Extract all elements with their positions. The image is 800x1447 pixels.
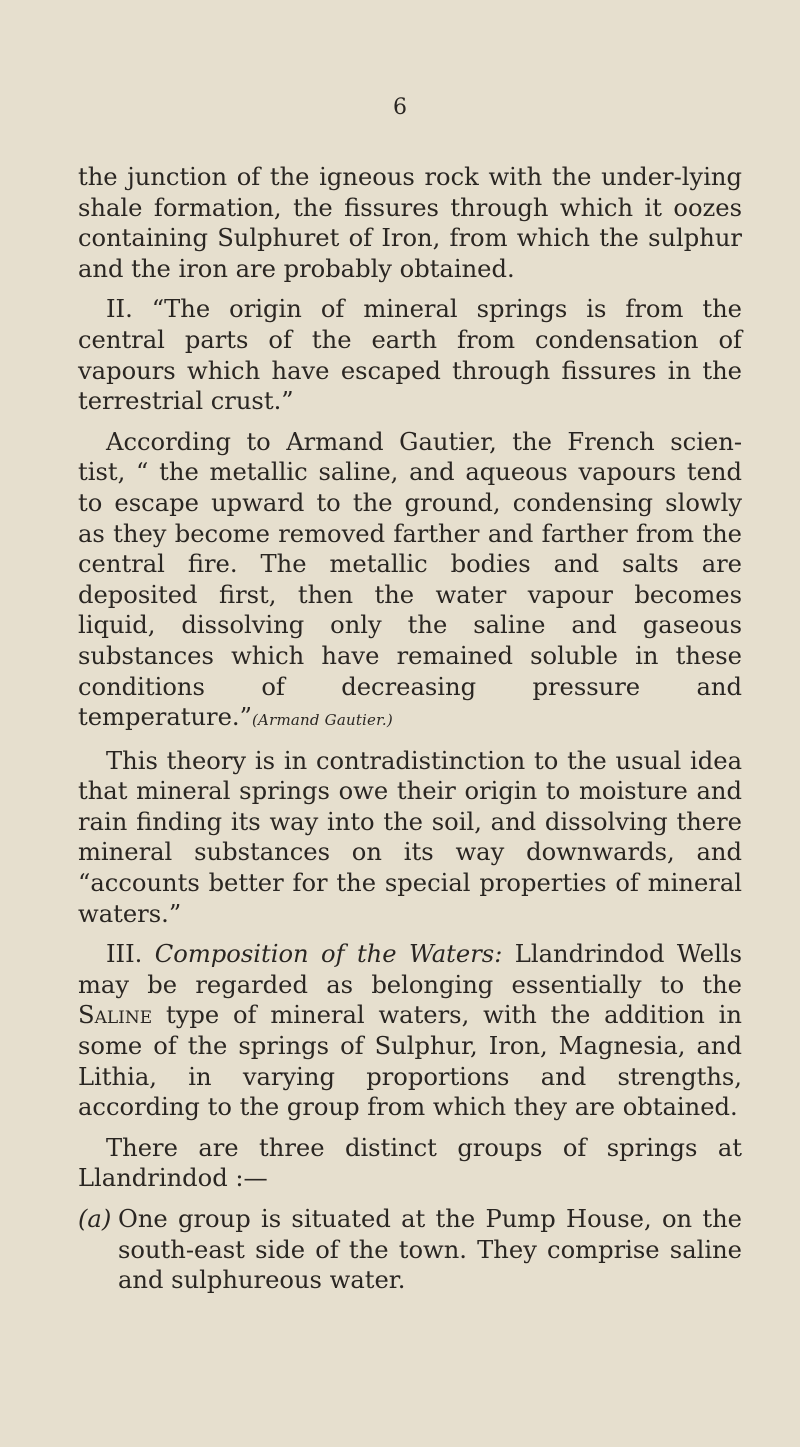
section-numeral: III.: [106, 940, 143, 969]
list-item-a-text: One group is situated at the Pump House, on the south-east side of the town. They comprise saline and sulphureous water.: [118, 1205, 742, 1295]
paragraph-contradistinction: This theory is in contradistinction to the usual idea that mineral springs owe their origin to moisture and rain finding its way into the soil, and dissolving there mineral substances on its way downwards, and “accounts better for the special properties of mineral waters.”: [78, 746, 742, 928]
section-heading: Composition of the Waters:: [154, 940, 503, 969]
gautier-quote-text: According to Armand Gautier, the French scien-tist, “ the metallic saline, and aqueous vapours tend to escape upward to the ground, condensing slowly as they become removed farther and farther from the central fire. The metallic bodies and salts are deposited first, then the water vapour becomes liquid, dissolving only the saline and gaseous substances which have remained soluble in these conditions of decreasing pressure and temperature.”: [78, 427, 742, 732]
list-item-a: [78, 1204, 742, 1296]
paragraph-continuation: the junction of the igneous rock with the under-lying shale formation, the fissures through which it oozes containing Sulphuret of Iron, from which the sulphur and the iron are probably obtained.: [78, 163, 742, 283]
body-text: [78, 162, 742, 1306]
composition-text-1: Llandrindod Wells may be regarded as belonging essentially to the: [78, 940, 742, 999]
paragraph-gautier-quote: [78, 427, 742, 736]
paragraph-three-groups: There are three distinct groups of springs at Llandrindod :—: [78, 1133, 742, 1193]
gautier-citation: (Armand Gautier.): [251, 711, 393, 730]
saline-term: Saline: [78, 1001, 153, 1030]
paragraph-composition: [78, 939, 742, 1123]
paragraph-origin-theory: II. “The origin of mineral springs is from the central parts of the earth from condensation of vapours which have escaped through fissures in the terrestrial crust.”: [78, 295, 742, 416]
list-item-a-label: (a): [78, 1205, 112, 1233]
composition-text-2: type of mineral waters, with the addition in some of the springs of Sulphur, Iron, Magnesia, and Lithia, in varying proportions and strengths, according to the group from which they are obtained.: [78, 1001, 742, 1122]
page-number: 6: [393, 95, 407, 120]
